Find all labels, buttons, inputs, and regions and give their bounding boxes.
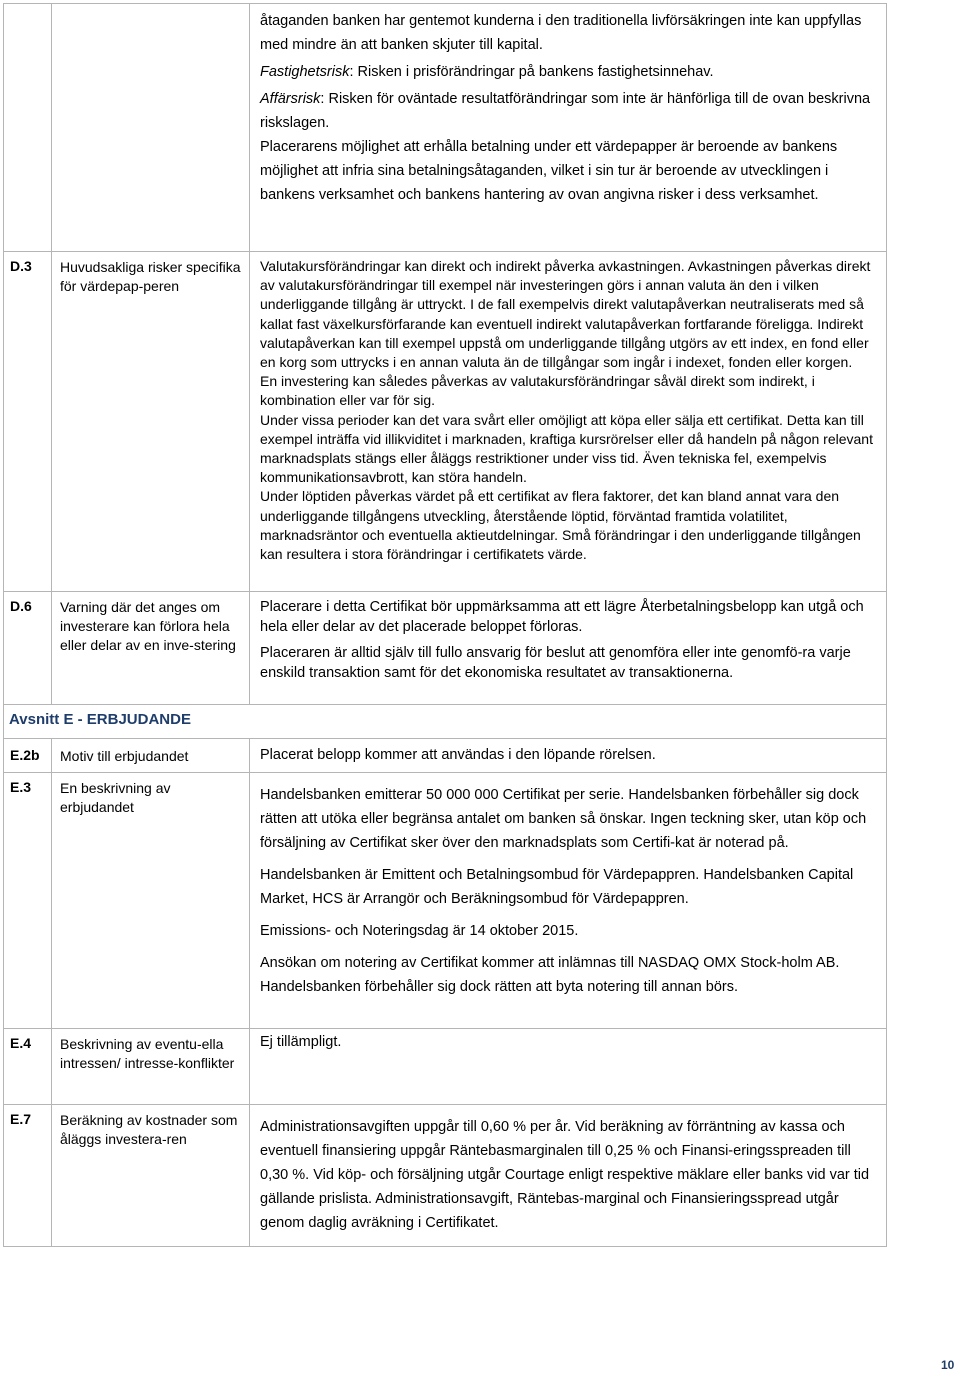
label-cell-empty — [52, 4, 250, 252]
table-row-d3 — [4, 252, 887, 592]
code-e7: E.7 — [4, 1105, 52, 1247]
code-e2b: E.2b — [4, 739, 52, 773]
d3-paragraph-2: En investering kan således påverkas av valutakursförändringar såväl direkt som indirekt, i kombination eller var för sig. — [260, 373, 815, 409]
d3-paragraph-3: Under vissa perioder kan det vara svårt eller omöjligt att köpa eller sälja ett certifikat. Detta kan till exempel inträffa vid illikviditet i marknaden, kraftiga kursrörelser eller då handeln på någon relevant marknadsplats stängs eller åläggs restriktioner under viss tid. Även tekniska fel, exempelvis kommunikationsavbrott, kan störa handeln. — [260, 411, 873, 486]
table-row-d6 — [4, 592, 887, 705]
paragraph-capital: åtaganden banken har gentemot kunderna i den traditionella livförsäkringen inte kan uppfyllas med mindre än att banken skjuter till kapital. — [260, 13, 862, 53]
content-e4: Ej tillämpligt. — [250, 1029, 887, 1105]
content-e7 — [250, 1105, 887, 1247]
content-cell-continuation — [250, 4, 887, 252]
paragraph-affarsrisk — [260, 87, 880, 135]
paragraph-fastighetsrisk — [260, 60, 880, 84]
summary-table — [3, 3, 887, 1247]
label-e4: Beskrivning av eventu-ella intressen/ intresse-konflikter — [52, 1029, 250, 1105]
term-fastighetsrisk: Fastighetsrisk — [260, 64, 350, 80]
label-d3: Huvudsakliga risker specifika för värdepap-peren — [52, 252, 250, 592]
table-row-continuation — [4, 4, 887, 252]
term-affarsrisk: Affärsrisk — [260, 91, 321, 107]
d6-paragraph-2: Placeraren är alltid själv till fullo ansvarig för beslut att genomföra eller inte genomfö-ra varje enskild transaktion samt för det ekonomiska resultatet av transaktionerna. — [260, 645, 851, 681]
content-e3 — [250, 773, 887, 1029]
e3-paragraph-2: Handelsbanken är Emittent och Betalningsombud för Värdepappren. Handelsbanken Capital Market, HCS är Arrangör och Beräkningsombud för Värdepappren. — [260, 867, 854, 907]
text-fastighetsrisk: : Risken i prisförändringar på bankens fastighetsinnehav. — [349, 64, 714, 80]
table-row-e3 — [4, 773, 887, 1029]
label-e2b: Motiv till erbjudandet — [52, 739, 250, 773]
content-e2b: Placerat belopp kommer att användas i den löpande rörelsen. — [250, 739, 887, 773]
section-title: Avsnitt E - ERBJUDANDE — [4, 705, 887, 739]
content-d6 — [250, 592, 887, 705]
label-e3: En beskrivning av erbjudandet — [52, 773, 250, 1029]
page-number: 10 — [941, 1358, 955, 1372]
d3-paragraph-4: Under löptiden påverkas värdet på ett certifikat av flera faktorer, det kan bland annat vara den underliggande tillgångens utveckling, återstående löptid, förväntad framtida volatilitet, marknadsräntor och eventuella aktieutdelningar. Små förändringar i den underliggande tillgången kan resultera i stora förändringar i certifikatets värde. — [260, 488, 861, 563]
paragraph-placerarens-mojlighet: Placerarens möjlighet att erhålla betalning under ett värdepapper är beroende av bankens möjlighet att infria sina betalningsåtaganden, vilket i sin tur är beroende av utvecklingen i bankens verksamhet och bankens hantering av ovan angivna risker i dess verksamhet. — [260, 139, 838, 203]
code-d6: D.6 — [4, 592, 52, 705]
code-e4: E.4 — [4, 1029, 52, 1105]
content-d3 — [250, 252, 887, 592]
table-row-section-e — [4, 705, 887, 739]
code-d3: D.3 — [4, 252, 52, 592]
label-e7: Beräkning av kostnader som åläggs investera-ren — [52, 1105, 250, 1247]
table-row-e2b — [4, 739, 887, 773]
d3-paragraph-1: Valutakursförändringar kan direkt och indirekt påverka avkastningen. Avkastningen påverkas direkt av valutakursförändringar till exempel när investeringen görs i annan valuta än den i vilken underliggande tillgång är uttryckt. I de fall exempelvis direkt valutapåverkan neutraliserats med så kallat fast växelkursförfarande kan eventuell indirekt valutapåverkan fortfarande föreligga. Indirekt valutapåverkan kan till exempel uppstå om underliggande tillgång utgörs av ett index, en fond eller en korg som uttrycks i en annan valuta än de tillgångar som ingår i indexet, fonden eller korgen. — [260, 258, 871, 371]
label-d6: Varning där det anges om investerare kan förlora hela eller delar av en inve-stering — [52, 592, 250, 705]
e3-paragraph-4: Ansökan om notering av Certifikat kommer att inlämnas till NASDAQ OMX Stock-holm AB. Handelsbanken förbehåller sig dock rätten att byta notering till annan börs. — [260, 955, 840, 995]
text-affarsrisk: : Risken för oväntade resultatförändringar som inte är hänförliga till de ovan beskrivna riskslagen. — [260, 91, 871, 131]
e3-paragraph-3: Emissions- och Noteringsdag är 14 oktober 2015. — [260, 923, 579, 939]
code-cell-empty — [4, 4, 52, 252]
e3-paragraph-1: Handelsbanken emitterar 50 000 000 Certifikat per serie. Handelsbanken förbehåller sig dock rätten att utöka eller begränsa antalet om banken så önskar. Ingen teckning sker, utan köp och försäljning av Certifikat sker över den marknadsplats som Certifi-kat är noterad på. — [260, 787, 867, 851]
table-row-e4 — [4, 1029, 887, 1105]
d6-paragraph-1: Placerare i detta Certifikat bör uppmärksamma att ett lägre Återbetalningsbelopp kan utgå och hela eller delar av det placerade beloppet förloras. — [260, 599, 864, 635]
table-row-e7 — [4, 1105, 887, 1247]
code-e3: E.3 — [4, 773, 52, 1029]
e7-paragraph: Administrationsavgiften uppgår till 0,60 % per år. Vid beräkning av förräntning av kassa och eventuell finansiering uppgår Räntebasmarginalen till 0,25 % och Finansi-eringsspreaden till 0,30 %. Vid köp- och försäljning utgår Courtage enligt respektive mäklare eller banks vid var tid gällande prislista. Administrationsavgift, Räntebas-marginal och Finansieringsspread utgår genom daglig avräkning i Certifikatet. — [260, 1119, 870, 1231]
